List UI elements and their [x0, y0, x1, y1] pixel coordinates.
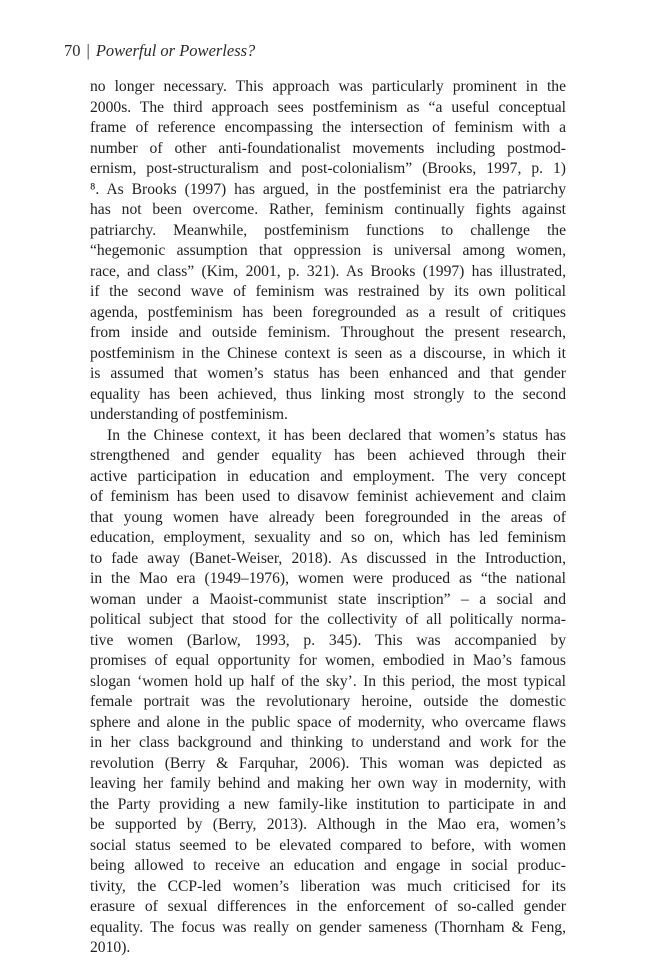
text-line: tive women (Barlow, 1993, p. 345). This was accompanied by: [90, 631, 566, 649]
text-line: no longer necessary. This approach was particularly prominent in the: [90, 78, 566, 95]
text-line: ernism, post-structuralism and post-colonialism” (Brooks, 1997, p. 1): [90, 160, 566, 177]
text-line: the Party providing a new family-like institution to participate in and: [90, 795, 566, 813]
text-line: slogan ‘women hold up half of the sky’. In this period, the most typical: [90, 672, 566, 690]
text-line: frame of reference encompassing the intersection of feminism with a: [90, 119, 566, 136]
text-line: of feminism has been used to disavow feminist achievement and claim: [90, 488, 566, 505]
text-line: to fade away (Banet-Weiser, 2018). As discussed in the Introduction,: [90, 549, 566, 567]
text-line: woman under a Maoist-communist state inscription” – a social and: [90, 590, 566, 608]
text-line: has not been overcome. Rather, feminism continually fights against: [90, 201, 566, 218]
body-text: [90, 77, 566, 959]
text-line: 2000s. The third approach sees postfeminism as “a useful conceptual: [90, 98, 566, 116]
text-line: be supported by (Berry, 2013). Although in the Mao era, women’s: [90, 816, 566, 833]
text-line: equality has been achieved, thus linking most strongly to the second: [90, 385, 566, 403]
text-line: ⁸. As Brooks (1997) has argued, in the postfeminist era the patriarchy: [90, 180, 566, 198]
text-line: 2010).: [90, 939, 131, 956]
text-line: agenda, postfeminism has been foregrounded as a result of critiques: [90, 303, 566, 321]
text-line: patriarchy. Meanwhile, postfeminism functions to challenge the: [90, 221, 566, 239]
running-title: Powerful or Powerless?: [95, 41, 256, 60]
text-line: understanding of postfeminism.: [90, 406, 288, 423]
text-line: in the Mao era (1949–1976), women were produced as “the national: [90, 570, 566, 587]
text-line: sphere and alone in the public space of modernity, who overcame flaws: [90, 713, 566, 731]
paragraph-postfeminism-approaches: [90, 77, 566, 426]
text-line: leaving her family behind and making her own way in modernity, with: [90, 775, 566, 792]
text-line: from inside and outside feminism. Throughout the present research,: [90, 324, 566, 341]
text-line: tivity, the CCP-led women’s liberation was much criticised for its: [90, 877, 566, 895]
text-line: postfeminism in the Chinese context is seen as a discourse, in which it: [90, 344, 566, 362]
text-line: is assumed that women’s status has been enhanced and that gender: [90, 365, 566, 382]
page-number: 70: [64, 41, 81, 60]
text-line: erasure of sexual differences in the enforcement of so-called gender: [90, 898, 566, 915]
text-line: political subject that stood for the collectivity of all politically norma-: [90, 611, 566, 628]
text-line: promises of equal opportunity for women, embodied in Mao’s famous: [90, 652, 566, 669]
text-line: “hegemonic assumption that oppression is universal among women,: [90, 242, 566, 259]
text-line: In the Chinese context, it has been declared that women’s status has: [107, 426, 566, 444]
text-line: if the second wave of feminism was restrained by its own political: [90, 283, 566, 300]
text-line: in her class background and thinking to understand and work for the: [90, 734, 566, 751]
text-line: equality. The focus was really on gender sameness (Thornham & Feng,: [90, 918, 566, 936]
text-line: education, employment, sexuality and so on, which has led feminism: [90, 529, 566, 546]
text-line: number of other anti-foundationalist movements including postmod-: [90, 139, 566, 157]
text-line: race, and class” (Kim, 2001, p. 321). As Brooks (1997) has illustrated,: [90, 262, 566, 280]
text-line: social status seemed to be elevated compared to before, with women: [90, 836, 566, 854]
paragraph-chinese-context: [90, 426, 566, 959]
text-line: being allowed to receive an education and engage in social produc-: [90, 857, 566, 874]
text-line: female portrait was the revolutionary heroine, outside the domestic: [90, 693, 566, 710]
running-head: [64, 40, 255, 62]
text-line: strengthened and gender equality has been achieved through their: [90, 447, 566, 464]
text-line: active participation in education and employment. The very concept: [90, 467, 566, 485]
text-line: that young women have already been foregrounded in the areas of: [90, 508, 566, 526]
header-separator: |: [86, 41, 90, 60]
text-line: revolution (Berry & Farquhar, 2006). This woman was depicted as: [90, 754, 566, 772]
